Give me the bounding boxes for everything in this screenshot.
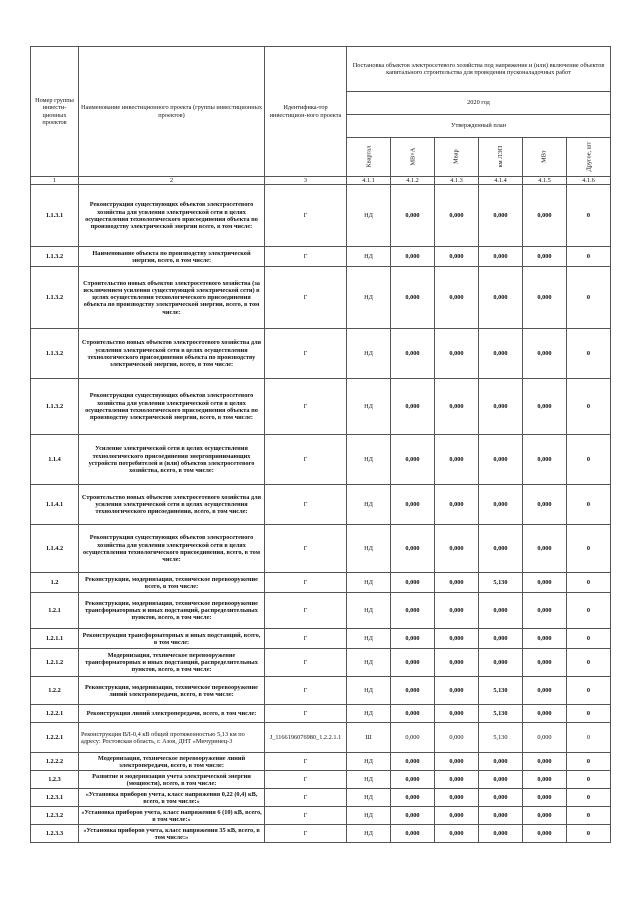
row-mvar: 0,000 bbox=[435, 677, 479, 705]
row-project-name: Усиление электрической сети в целях осуществления технологического присоединения энергопринимающих устройств потребителей и (или) объектов электросетевого хозяйства, всего, в том числе: bbox=[79, 435, 265, 485]
row-project-id: Г bbox=[265, 825, 347, 843]
row-number: 1.2.1 bbox=[31, 593, 79, 629]
row-mvar: 0,000 bbox=[435, 267, 479, 329]
row-quarter: НД bbox=[347, 771, 391, 789]
table-row bbox=[31, 723, 611, 753]
row-km: 0,000 bbox=[479, 435, 523, 485]
row-mva: 0,000 bbox=[391, 629, 435, 649]
row-project-name: Реконструкция существующих объектов электросетевого хозяйства для усиления электрической сети в целях осуществления технологического присоединения, всего, в том числе: bbox=[79, 525, 265, 573]
header-project-name: Наименование инвестиционного проекта (группы инвестиционных проектов) bbox=[79, 47, 265, 177]
row-mvar: 0,000 bbox=[435, 247, 479, 267]
row-number: 1.2 bbox=[31, 573, 79, 593]
row-mw: 0,000 bbox=[523, 789, 567, 807]
row-quarter: НД bbox=[347, 593, 391, 629]
row-km: 0,000 bbox=[479, 629, 523, 649]
header-project-id: Идентифика-тор инвестицион-ного проекта bbox=[265, 47, 347, 177]
row-project-id: Г bbox=[265, 525, 347, 573]
row-km: 0,000 bbox=[479, 593, 523, 629]
row-other: 0 bbox=[567, 649, 611, 677]
row-number: 1.1.4.1 bbox=[31, 485, 79, 525]
row-quarter: НД bbox=[347, 649, 391, 677]
table-row bbox=[31, 379, 611, 435]
row-other: 0 bbox=[567, 185, 611, 247]
row-quarter: НД bbox=[347, 753, 391, 771]
row-km: 0,000 bbox=[479, 807, 523, 825]
row-mw: 0,000 bbox=[523, 705, 567, 723]
row-km: 0,000 bbox=[479, 525, 523, 573]
row-number: 1.1.3.2 bbox=[31, 379, 79, 435]
row-mvar: 0,000 bbox=[435, 593, 479, 629]
row-other: 0 bbox=[567, 677, 611, 705]
row-project-id: Г bbox=[265, 593, 347, 629]
row-km: 5,130 bbox=[479, 723, 523, 753]
table-row bbox=[31, 247, 611, 267]
row-mva: 0,000 bbox=[391, 677, 435, 705]
row-mw: 0,000 bbox=[523, 573, 567, 593]
row-project-name: Строительство новых объектов электросетевого хозяйства (за исключением усиления существующей электрической сети) в целях осуществления технологического присоединения объекта по производству электрической энергии, всего, в том числе: bbox=[79, 267, 265, 329]
row-project-id: Г bbox=[265, 753, 347, 771]
row-project-id: Г bbox=[265, 379, 347, 435]
header-approved-plan: Утвержденный план bbox=[347, 115, 611, 138]
row-mvar: 0,000 bbox=[435, 649, 479, 677]
row-quarter: Ш bbox=[347, 723, 391, 753]
table-row bbox=[31, 807, 611, 825]
header-unit-mvar: Мвар bbox=[435, 138, 479, 177]
row-mw: 0,000 bbox=[523, 267, 567, 329]
table-row bbox=[31, 705, 611, 723]
row-number: 1.1.3.1 bbox=[31, 185, 79, 247]
row-mw: 0,000 bbox=[523, 771, 567, 789]
row-mva: 0,000 bbox=[391, 705, 435, 723]
index-cell: 4.1.3 bbox=[435, 177, 479, 185]
row-quarter: НД bbox=[347, 825, 391, 843]
row-other: 0 bbox=[567, 573, 611, 593]
table-body bbox=[31, 185, 611, 843]
row-project-name: Реконструкция существующих объектов электросетевого хозяйства для усиления электрической сети в целях осуществления технологического присоединения объекта по производству электрической энергии, всего, в том числе: bbox=[79, 379, 265, 435]
row-mvar: 0,000 bbox=[435, 723, 479, 753]
row-project-id: Г bbox=[265, 789, 347, 807]
row-mvar: 0,000 bbox=[435, 485, 479, 525]
row-other: 0 bbox=[567, 753, 611, 771]
row-number: 1.1.3.2 bbox=[31, 329, 79, 379]
row-project-name: Строительство новых объектов электросетевого хозяйства для усиления электрической сети в целях осуществления технологического присоединения объекта по производству электрической энергии, всего, в том числе: bbox=[79, 329, 265, 379]
row-number: 1.1.3.2 bbox=[31, 267, 79, 329]
row-project-name: Модернизация, техническое перевооружение линий электропередачи, всего, в том числе: bbox=[79, 753, 265, 771]
row-quarter: НД bbox=[347, 629, 391, 649]
row-other: 0 bbox=[567, 593, 611, 629]
row-mvar: 0,000 bbox=[435, 705, 479, 723]
row-other: 0 bbox=[567, 525, 611, 573]
row-quarter: НД bbox=[347, 677, 391, 705]
row-quarter: НД bbox=[347, 185, 391, 247]
row-mvar: 0,000 bbox=[435, 525, 479, 573]
row-number: 1.2.3.2 bbox=[31, 807, 79, 825]
row-project-id: Г bbox=[265, 267, 347, 329]
row-number: 1.2.2.2 bbox=[31, 753, 79, 771]
table-row bbox=[31, 329, 611, 379]
index-cell: 4.1.1 bbox=[347, 177, 391, 185]
table-row bbox=[31, 677, 611, 705]
header-unit-mw: МВт bbox=[523, 138, 567, 177]
row-km: 0,000 bbox=[479, 753, 523, 771]
header-group-number: Номер группы инвести-ционных проектов bbox=[31, 47, 79, 177]
row-mw: 0,000 bbox=[523, 629, 567, 649]
row-number: 1.2.2.1 bbox=[31, 723, 79, 753]
row-other: 0 bbox=[567, 789, 611, 807]
row-quarter: НД bbox=[347, 267, 391, 329]
row-km: 0,000 bbox=[479, 247, 523, 267]
row-mw: 0,000 bbox=[523, 807, 567, 825]
index-cell: 4.1.4 bbox=[479, 177, 523, 185]
table-row bbox=[31, 485, 611, 525]
header-unit-mva: МВ×А bbox=[391, 138, 435, 177]
row-project-id: Г bbox=[265, 807, 347, 825]
index-cell: 3 bbox=[265, 177, 347, 185]
row-mva: 0,000 bbox=[391, 723, 435, 753]
row-mw: 0,000 bbox=[523, 247, 567, 267]
row-project-name: Реконструкция трансформаторных и иных подстанций, всего, в том числе: bbox=[79, 629, 265, 649]
row-mw: 0,000 bbox=[523, 825, 567, 843]
row-km: 0,000 bbox=[479, 825, 523, 843]
row-mw: 0,000 bbox=[523, 525, 567, 573]
table-row bbox=[31, 435, 611, 485]
row-number: 1.2.1.2 bbox=[31, 649, 79, 677]
table-row bbox=[31, 825, 611, 843]
row-mvar: 0,000 bbox=[435, 379, 479, 435]
row-quarter: НД bbox=[347, 435, 391, 485]
investment-table-sheet bbox=[30, 46, 610, 843]
row-mvar: 0,000 bbox=[435, 825, 479, 843]
row-project-name: Строительство новых объектов электросетевого хозяйства для усиления электрической сети в целях осуществления технологического присоединения, всего, в том числе: bbox=[79, 485, 265, 525]
row-km: 0,000 bbox=[479, 771, 523, 789]
row-km: 0,000 bbox=[479, 379, 523, 435]
row-km: 0,000 bbox=[479, 649, 523, 677]
row-project-name: Реконструкция, модернизация, техническое перевооружение трансформаторных и иных подстанций, распределительных пунктов, всего, в том числе: bbox=[79, 593, 265, 629]
row-number: 1.2.2 bbox=[31, 677, 79, 705]
row-mvar: 0,000 bbox=[435, 435, 479, 485]
header-unit-quarter: Квартал bbox=[347, 138, 391, 177]
row-quarter: НД bbox=[347, 525, 391, 573]
row-mw: 0,000 bbox=[523, 723, 567, 753]
row-other: 0 bbox=[567, 267, 611, 329]
row-project-name: Наименование объекта по производству электрической энергии, всего, в том числе: bbox=[79, 247, 265, 267]
row-mva: 0,000 bbox=[391, 825, 435, 843]
row-mva: 0,000 bbox=[391, 771, 435, 789]
row-mw: 0,000 bbox=[523, 379, 567, 435]
table-row bbox=[31, 649, 611, 677]
row-mva: 0,000 bbox=[391, 247, 435, 267]
row-quarter: НД bbox=[347, 807, 391, 825]
row-km: 5,130 bbox=[479, 705, 523, 723]
row-project-id: Г bbox=[265, 649, 347, 677]
row-mw: 0,000 bbox=[523, 753, 567, 771]
row-project-name: Модернизация, техническое перевооружение трансформаторных и иных подстанций, распределительных пунктов, всего, в том числе: bbox=[79, 649, 265, 677]
row-mva: 0,000 bbox=[391, 185, 435, 247]
row-quarter: НД bbox=[347, 379, 391, 435]
index-cell: 4.1.5 bbox=[523, 177, 567, 185]
row-quarter: НД bbox=[347, 789, 391, 807]
row-project-id: Г bbox=[265, 573, 347, 593]
row-number: 1.2.3 bbox=[31, 771, 79, 789]
row-km: 5,130 bbox=[479, 573, 523, 593]
row-mvar: 0,000 bbox=[435, 771, 479, 789]
row-mva: 0,000 bbox=[391, 807, 435, 825]
investment-program-table bbox=[30, 46, 611, 843]
row-quarter: НД bbox=[347, 485, 391, 525]
row-number: 1.2.3.1 bbox=[31, 789, 79, 807]
row-project-id: Г bbox=[265, 629, 347, 649]
table-row bbox=[31, 525, 611, 573]
row-other: 0 bbox=[567, 247, 611, 267]
row-other: 0 bbox=[567, 629, 611, 649]
row-mw: 0,000 bbox=[523, 649, 567, 677]
header-commissioning-group: Постановка объектов электросетевого хозяйства под напряжение и (или) включение объектов капитального строительства для проведения пусконаладочных работ bbox=[347, 47, 611, 92]
row-mvar: 0,000 bbox=[435, 629, 479, 649]
row-mva: 0,000 bbox=[391, 435, 435, 485]
row-mvar: 0,000 bbox=[435, 807, 479, 825]
table-row bbox=[31, 267, 611, 329]
table-row bbox=[31, 771, 611, 789]
row-other: 0 bbox=[567, 825, 611, 843]
row-other: 0 bbox=[567, 329, 611, 379]
row-km: 0,000 bbox=[479, 267, 523, 329]
row-project-name: Реконструкция, модернизация, техническое перевооружение всего, в том числе: bbox=[79, 573, 265, 593]
table-row bbox=[31, 185, 611, 247]
row-mw: 0,000 bbox=[523, 677, 567, 705]
row-project-id: Г bbox=[265, 435, 347, 485]
row-mvar: 0,000 bbox=[435, 753, 479, 771]
row-km: 0,000 bbox=[479, 185, 523, 247]
row-mva: 0,000 bbox=[391, 329, 435, 379]
row-mw: 0,000 bbox=[523, 329, 567, 379]
row-project-name: Реконструкция существующих объектов электросетевого хозяйства для усиления электрической сети в целях осуществления технологического присоединения объекта по производству электрической энергии всего, в том числе: bbox=[79, 185, 265, 247]
row-project-id: Г bbox=[265, 677, 347, 705]
row-mw: 0,000 bbox=[523, 185, 567, 247]
row-project-name: «Установка приборов учета, класс напряжения 0,22 (0,4) кВ, всего, в том числе:» bbox=[79, 789, 265, 807]
row-mva: 0,000 bbox=[391, 789, 435, 807]
row-project-id: Г bbox=[265, 705, 347, 723]
row-project-id: Г bbox=[265, 247, 347, 267]
row-number: 1.1.4 bbox=[31, 435, 79, 485]
row-mvar: 0,000 bbox=[435, 789, 479, 807]
row-other: 0 bbox=[567, 485, 611, 525]
row-other: 0 bbox=[567, 435, 611, 485]
row-project-name: «Установка приборов учета, класс напряжения 35 кВ, всего, в том числе:» bbox=[79, 825, 265, 843]
row-quarter: НД bbox=[347, 247, 391, 267]
row-project-name: «Установка приборов учета, класс напряжения 6 (10) кВ, всего, в том числе:» bbox=[79, 807, 265, 825]
row-project-name: Реконструкция, модернизация, техническое перевооружение линий электропередачи, всего, в том числе: bbox=[79, 677, 265, 705]
row-number: 1.1.3.2 bbox=[31, 247, 79, 267]
row-mva: 0,000 bbox=[391, 379, 435, 435]
row-number: 1.2.1.1 bbox=[31, 629, 79, 649]
row-mva: 0,000 bbox=[391, 485, 435, 525]
row-project-name: Развитие и модернизация учета электрической энергии (мощности), всего, в том числе: bbox=[79, 771, 265, 789]
row-project-name: Реконструкция ВЛ-0,4 кВ общей протяженностью 5,13 км по адресу: Ростовская область, г. Азов, ДНТ «Мичуринец-3 bbox=[79, 723, 265, 753]
row-other: 0 bbox=[567, 807, 611, 825]
row-km: 0,000 bbox=[479, 329, 523, 379]
table-row bbox=[31, 753, 611, 771]
row-quarter: НД bbox=[347, 705, 391, 723]
row-number: 1.2.3.3 bbox=[31, 825, 79, 843]
row-other: 0 bbox=[567, 705, 611, 723]
row-other: 0 bbox=[567, 723, 611, 753]
row-mw: 0,000 bbox=[523, 593, 567, 629]
row-mvar: 0,000 bbox=[435, 573, 479, 593]
index-cell: 2 bbox=[79, 177, 265, 185]
table-row bbox=[31, 573, 611, 593]
row-km: 0,000 bbox=[479, 485, 523, 525]
row-mw: 0,000 bbox=[523, 435, 567, 485]
row-project-id: Г bbox=[265, 771, 347, 789]
row-project-name: Реконструкция линий электропередачи, всего, в том числе: bbox=[79, 705, 265, 723]
index-cell: 4.1.6 bbox=[567, 177, 611, 185]
row-mva: 0,000 bbox=[391, 573, 435, 593]
row-number: 1.1.4.2 bbox=[31, 525, 79, 573]
row-mva: 0,000 bbox=[391, 267, 435, 329]
row-project-id: Г bbox=[265, 329, 347, 379]
index-cell: 1 bbox=[31, 177, 79, 185]
row-km: 0,000 bbox=[479, 789, 523, 807]
row-project-id: Г bbox=[265, 485, 347, 525]
row-mva: 0,000 bbox=[391, 753, 435, 771]
header-year: 2020 год bbox=[347, 92, 611, 115]
header-unit-other: Другое, шт bbox=[567, 138, 611, 177]
row-mva: 0,000 bbox=[391, 525, 435, 573]
row-quarter: НД bbox=[347, 329, 391, 379]
row-other: 0 bbox=[567, 771, 611, 789]
header-unit-km: км ЛЭП bbox=[479, 138, 523, 177]
row-quarter: НД bbox=[347, 573, 391, 593]
index-cell: 4.1.2 bbox=[391, 177, 435, 185]
row-mw: 0,000 bbox=[523, 485, 567, 525]
row-mvar: 0,000 bbox=[435, 329, 479, 379]
row-other: 0 bbox=[567, 379, 611, 435]
row-mvar: 0,000 bbox=[435, 185, 479, 247]
row-mva: 0,000 bbox=[391, 649, 435, 677]
table-row bbox=[31, 629, 611, 649]
row-project-id: J_1166196076980_1.2.2.1.1 bbox=[265, 723, 347, 753]
row-km: 5,130 bbox=[479, 677, 523, 705]
table-row bbox=[31, 593, 611, 629]
table-row bbox=[31, 789, 611, 807]
row-project-id: Г bbox=[265, 185, 347, 247]
row-mva: 0,000 bbox=[391, 593, 435, 629]
row-number: 1.2.2.1 bbox=[31, 705, 79, 723]
